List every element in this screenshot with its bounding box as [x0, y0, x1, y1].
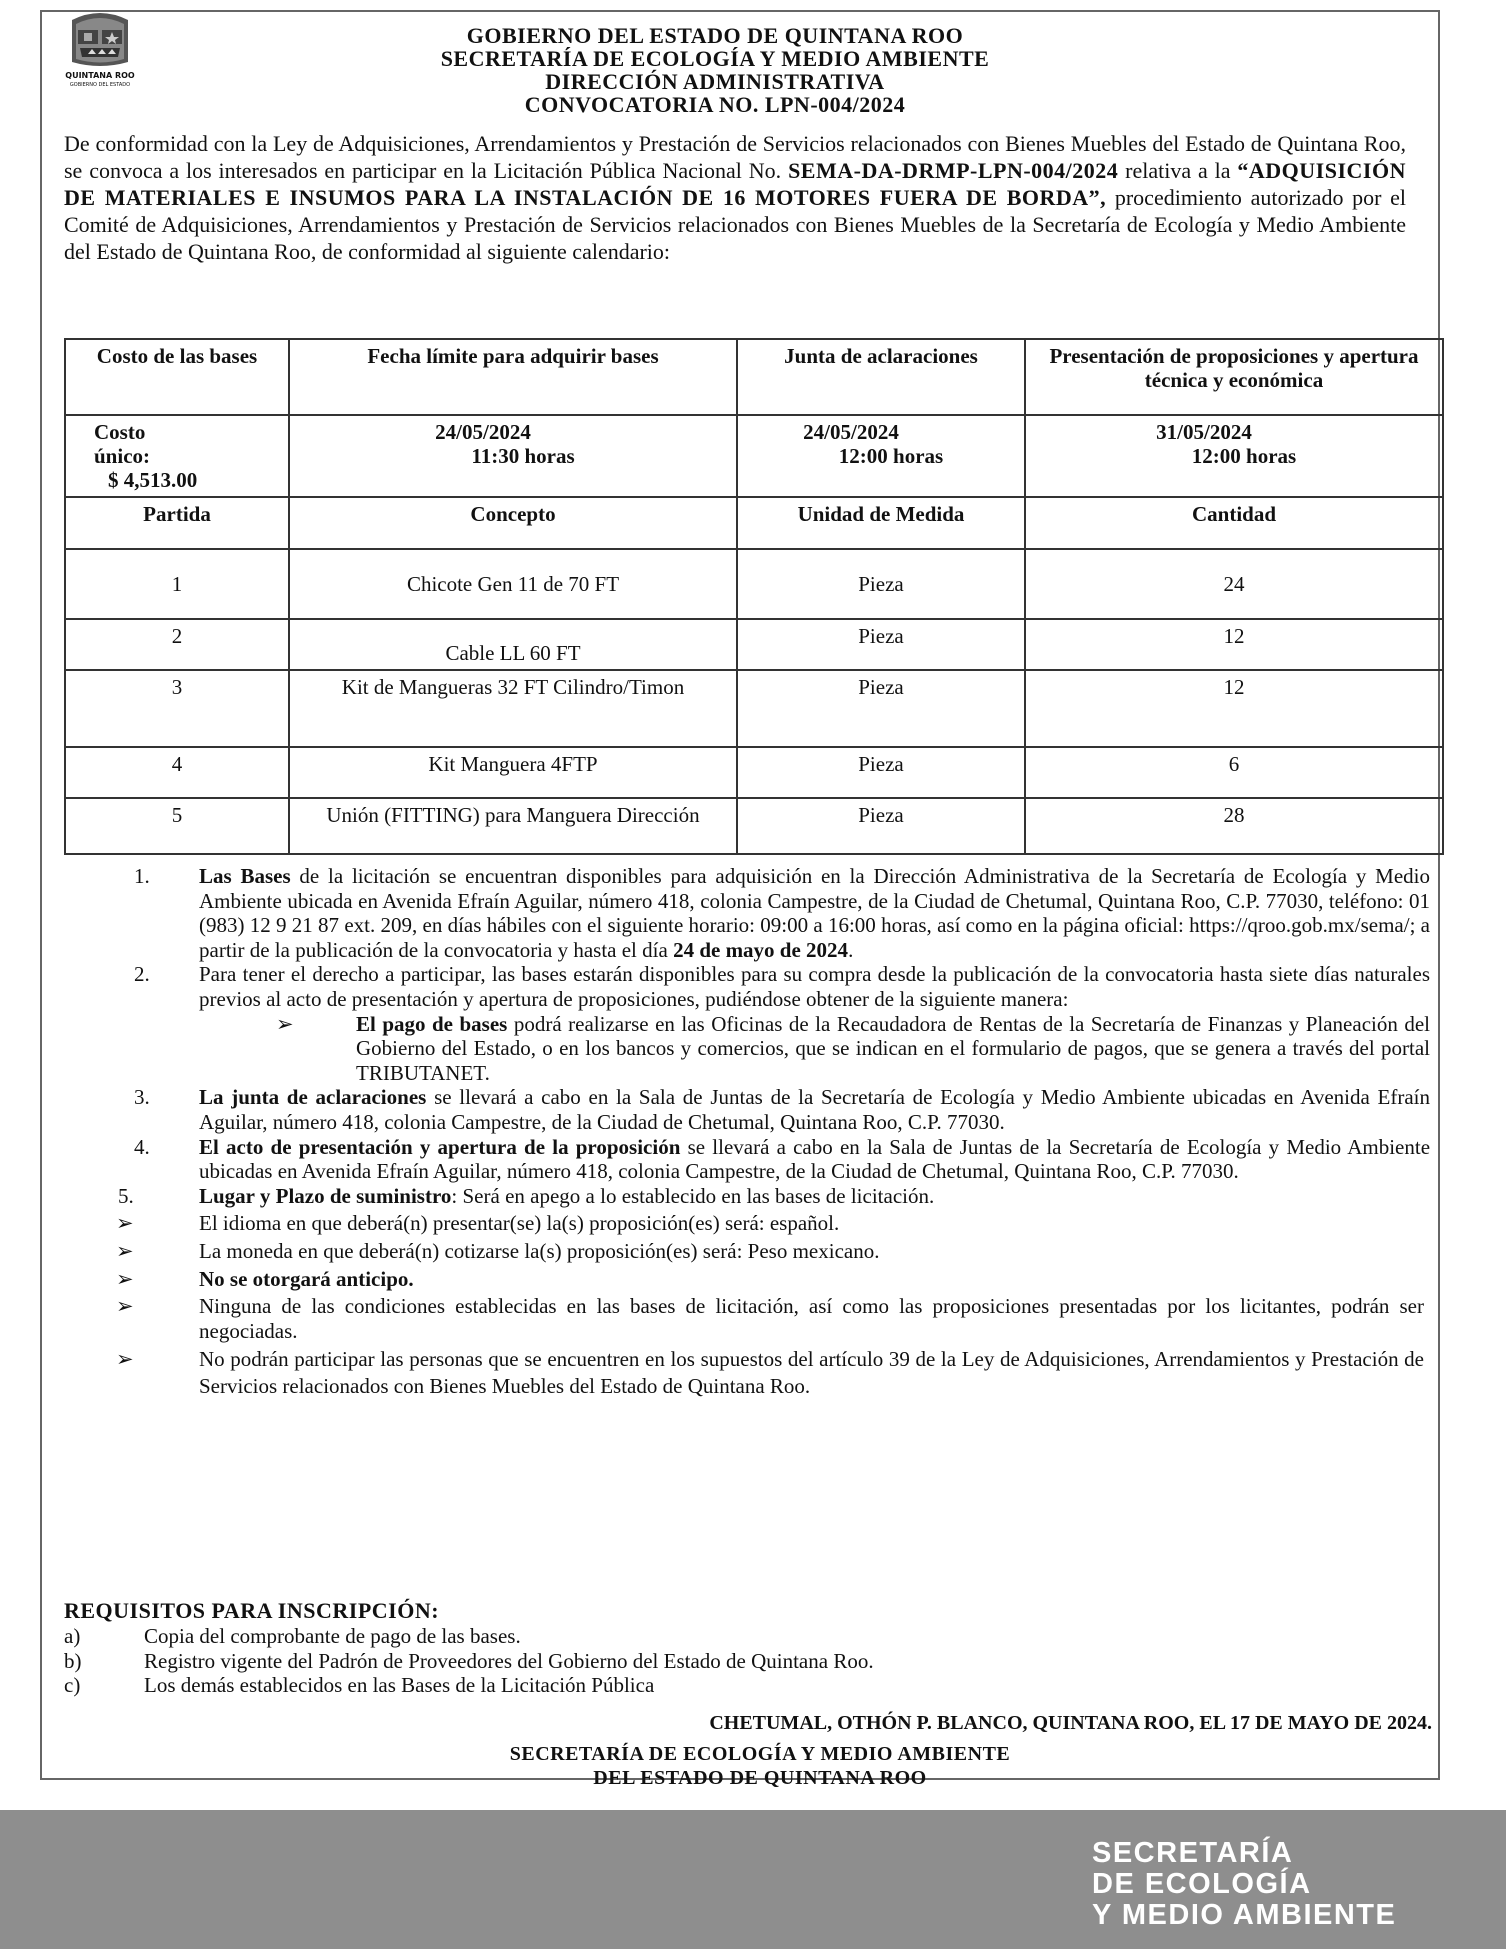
tender-code: SEMA-DA-DRMP-LPN-004/2024 [788, 158, 1119, 183]
table-row: 2 Cable LL 60 FT Pieza 12 [65, 619, 1443, 670]
list-item: b) Registro vigente del Padrón de Proveedores del Gobierno del Estado de Quintana Roo. [64, 1648, 874, 1673]
list-item: ➢ Ninguna de las condiciones establecidas en las bases de licitación, así como las proposiciones presentadas por los licitantes, podrán ser negociadas. [64, 1294, 1430, 1343]
signature-block: SECRETARÍA DE ECOLOGÍA Y MEDIO AMBIENTE DEL ESTADO DE QUINTANA ROO [509, 1743, 1011, 1789]
arrow-bullet-icon: ➢ [116, 1347, 134, 1372]
deadline-cell: 24/05/2024 11:30 horas [289, 415, 737, 497]
arrow-bullet-icon: ➢ [116, 1238, 134, 1263]
arrow-bullet-icon: ➢ [116, 1211, 134, 1236]
items-header-unidad: Unidad de Medida [737, 497, 1025, 549]
list-item: ➢ No podrán participar las personas que se encuentren en los supuestos del artículo 39 de la Ley de Adquisiciones, Arrendamientos y Prestación de Servicios relacionados con Bienes Muebles del Estado de Quintana Roo. [64, 1346, 1430, 1400]
list-item: ➢ La moneda en que deberá(n) cotizarse la(s) proposición(es) será: Peso mexicano. [64, 1239, 1430, 1264]
list-item: c) Los demás establecidos en las Bases de la Licitación Pública [64, 1673, 655, 1698]
opening-cell: 31/05/2024 12:00 horas [1025, 415, 1443, 497]
cost-cell: Costo único: $ 4,513.00 [65, 415, 289, 497]
header-opening: Presentación de proposiciones y apertura técnica y económica [1025, 339, 1443, 415]
list-subitem: ➢ El pago de bases podrá realizarse en las Oficinas de la Recaudadora de Rentas de la Secretaría de Finanzas y Planeación del Gobierno del Estado, o en los bancos y comercios, que se indican en el formulario de pagos, que se genera a través del portal TRIBUTANET. [276, 1011, 1431, 1085]
document-header [230, 24, 1200, 116]
state-coat-of-arms [64, 10, 136, 88]
place-and-date: CHETUMAL, OTHÓN P. BLANCO, QUINTANA ROO, EL 17 DE MAYO DE 2024. [709, 1712, 1432, 1734]
items-header-partida: Partida [65, 497, 289, 549]
list-item: 5. Lugar y Plazo de suministro: Será en apego a lo establecido en las bases de licitación. [118, 1183, 935, 1208]
list-item: ➢ El idioma en que deberá(n) presentar(se) la(s) proposición(es) será: español. [64, 1211, 1430, 1236]
list-item: 2. Para tener el derecho a participar, las bases estarán disponibles para su compra desde la publicación de la convocatoria hasta siete días naturales previos al acto de presentación y apertura de proposiciones, pudiéndose obtener de la siguiente manera: [134, 962, 1430, 1011]
meeting-cell: 24/05/2024 12:00 horas [737, 415, 1025, 497]
header-call-number: CONVOCATORIA NO. LPN-004/2024 [524, 92, 906, 117]
header-meeting: Junta de aclaraciones [737, 339, 1025, 415]
header-deadline: Fecha límite para adquirir bases [289, 339, 737, 415]
svg-text:QUINTANA ROO: QUINTANA ROO [65, 71, 135, 80]
header-secretariat: SECRETARÍA DE ECOLOGÍA Y MEDIO AMBIENTE [440, 46, 990, 71]
arrow-bullet-icon: ➢ [276, 1011, 294, 1036]
conditions-list [64, 864, 1430, 1400]
requirements-list [64, 1624, 1364, 1698]
header-government: GOBIERNO DEL ESTADO DE QUINTANA ROO [466, 23, 964, 48]
table-row: 5 Unión (FITTING) para Manguera Dirección Pieza 28 [65, 798, 1443, 854]
table-row: 1 Chicote Gen 11 de 70 FT Pieza 24 [65, 549, 1443, 619]
secretariat-logo: SECRETARÍA DE ECOLOGÍA Y MEDIO AMBIENTE [1092, 1837, 1397, 1931]
items-header-concepto: Concepto [289, 497, 737, 549]
list-item: ➢ No se otorgará anticipo. [64, 1267, 1430, 1292]
arrow-bullet-icon: ➢ [116, 1266, 134, 1291]
intro-paragraph: De conformidad con la Ley de Adquisiciones, Arrendamientos y Prestación de Servicios relacionados con Bienes Muebles del Estado de Quintana Roo, se convoca a los interesados en participar en la Licitación Pública Nacional No. SEMA-DA-DRMP-LPN-004/2024 relativa a la “ADQUISICIÓN DE MATERIALES E INSUMOS PARA LA INSTALACIÓN DE 16 MOTORES FUERA DE BORDA”, procedimiento autorizado por el Comité de Adquisiciones, Arrendamientos y Prestación de Servicios relacionados con Bienes Muebles de la Secretaría de Ecología y Medio Ambiente del Estado de Quintana Roo, de conformidad al siguiente calendario: [64, 131, 1406, 264]
items-header-cantidad: Cantidad [1025, 497, 1443, 549]
list-item: 1. Las Bases de la licitación se encuentran disponibles para adquisición en la Dirección Administrativa de la Secretaría de Ecología y Medio Ambiente ubicada en Avenida Efraín Aguilar, número 418, colonia Campestre, de la Ciudad de Chetumal, Quintana Roo, C.P. 77030, teléfono: 01 (983) 12 9 21 87 ext. 209, en días hábiles con el siguiente horario: 09:00 a 16:00 horas, así como en la página oficial: https://qroo.gob.mx/sema/; a partir de la publicación de la convocatoria y hasta el día 24 de mayo de 2024. [134, 864, 1431, 962]
coat-of-arms-icon [64, 10, 136, 88]
list-item: 4. El acto de presentación y apertura de la proposición se llevará a cabo en la Sala de Juntas de la Secretaría de Ecología y Medio Ambiente ubicadas en Avenida Efraín Aguilar, número 418, colonia Campestre, de la Ciudad de Chetumal, Quintana Roo, C.P. 77030. [134, 1134, 1431, 1184]
header-direction: DIRECCIÓN ADMINISTRATIVA [545, 69, 885, 94]
requirements-title: REQUISITOS PARA INSCRIPCIÓN: [64, 1598, 440, 1623]
list-item: a) Copia del comprobante de pago de las bases. [64, 1624, 521, 1648]
arrow-bullet-icon: ➢ [116, 1294, 134, 1319]
header-cost: Costo de las bases [65, 339, 289, 415]
list-item: 3. La junta de aclaraciones se llevará a cabo en la Sala de Juntas de la Secretaría de Ecología y Medio Ambiente ubicadas en Avenida Efraín Aguilar, número 418, colonia Campestre, de la Ciudad de Chetumal, Quintana Roo, C.P. 77030. [134, 1085, 1431, 1134]
table-row: 4 Kit Manguera 4FTP Pieza 6 [65, 747, 1443, 798]
svg-text:GOBIERNO DEL ESTADO: GOBIERNO DEL ESTADO [69, 82, 131, 88]
table-row: 3 Kit de Mangueras 32 FT Cilindro/Timon Pieza 12 [65, 670, 1443, 747]
cost-value: $ 4,513.00 [108, 468, 198, 492]
calendar-table [64, 338, 1444, 855]
tender-object: “ADQUISICIÓN DE MATERIALES E INSUMOS PARA LA INSTALACIÓN DE 16 MOTORES FUERA DE BORDA”, [64, 158, 1406, 210]
